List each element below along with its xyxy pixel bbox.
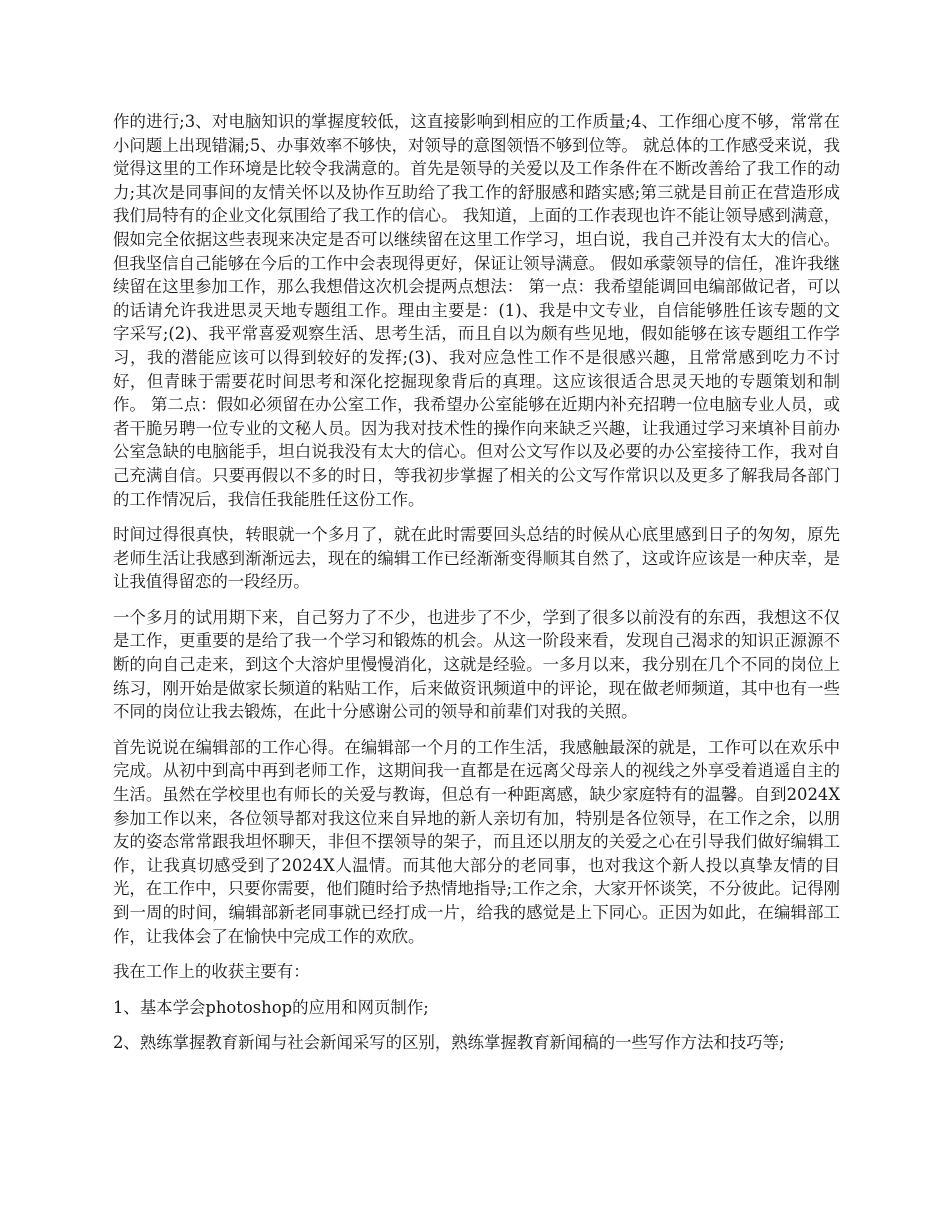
paragraph-gains-intro: 我在工作上的收获主要有： <box>113 962 310 982</box>
paragraph-time-flies: 时间过得很真快，转眼就一个多月了，就在此时需要回头总结的时候从心底里感到日子的匆匆，原先老师生活让我感到渐渐远去，现在的编辑工作已经渐渐变得顺其自然了，这或许应该是一种庆幸，是让我值得留恋的一段经历。 <box>113 525 840 592</box>
list-item-gain-1: 1、基本学会photoshop的应用和网页制作; <box>113 997 429 1017</box>
paragraph-probation: 一个多月的试用期下来，自己努力了不少，也进步了不少，学到了很多以前没有的东西，我想这不仅是工作，更重要的是给了我一个学习和锻炼的机会。从这一阶段来看，发现自己渴求的知识正源源不断的向自己走来，到这个大溶炉里慢慢消化，这就是经验。一多月以来，我分别在几个不同的岗位上练习，刚开始是做家长频道的粘贴工作，后来做资讯频道中的评论，现在做老师频道，其中也有一些不同的岗位让我去锻炼，在此十分感谢公司的领导和前辈们对我的关照。 <box>113 607 840 722</box>
paragraph-work-review: 作的进行;3、对电脑知识的掌握度较低，这直接影响到相应的工作质量;4、工作细心度不够，常常在小问题上出现错漏;5、办事效率不够快，对领导的意图领悟不够到位等。 就总体的工作感受来说，我觉得这里的工作环境是比较令我满意的。首先是领导的关爱以及工作条件在不断改善给了我工作的动力;其次是同事间的友情关怀以及协作互助给了我工作的舒服感和踏实感;第三就是目前正在营造形成我们局特有的企业文化氛围给了我工作的信心。 我知道，上面的工作表现也许不能让领导感到满意，假如完全依据这些表现来决定是否可以继续留在这里工作学习，坦白说，我自己并没有太大的信心。但我坚信自己能够在今后的工作中会表现得更好，保证让领导满意。 假如承蒙领导的信任，准许我继续留在这里参加工作，那么我想借这次机会提两点想法： 第一点：我希望能调回电编部做记者，可以的话请允许我进思灵天地专题组工作。理由主要是：(1)、我是中文专业，自信能够胜任该专题的文字采写;(2)、我平常喜爱观察生活、思考生活，而且自以为颇有些见地，假如能够在该专题组工作学习，我的潜能应该可以得到较好的发挥;(3)、我对应急性工作不是很感兴趣，且常常感到吃力不讨好，但青睐于需要花时间思考和深化挖掘现象背后的真理。这应该很适合思灵天地的专题策划和制作。 第二点：假如必须留在办公室工作，我希望办公室能够在近期内补充招聘一位电脑专业人员，或者干脆另聘一位专业的文秘人员。因为我对技术性的操作向来缺乏兴趣，让我通过学习来填补目前办公室急缺的电脑能手，坦白说我没有太大的信心。但对公文写作以及必要的办公室接待工作，我对自己充满自信。只要再假以不多的时日，等我初步掌握了相关的公文写作常识以及更多了解我局各部门的工作情况后，我信任我能胜任这份工作。 <box>113 112 840 509</box>
document-body <box>113 110 840 1067</box>
list-item-gain-2: 2、熟练掌握教育新闻与社会新闻采写的区别，熟练掌握教育新闻稿的一些写作方法和技巧等; <box>113 1033 785 1053</box>
paragraph-editorial-experience: 首先说说在编辑部的工作心得。在编辑部一个月的工作生活，我感触最深的就是，工作可以在欢乐中完成。从初中到高中再到老师工作，这期间我一直都是在远离父母亲人的视线之外享受着逍遥自主的生活。虽然在学校里也有师长的关爱与教诲，但总有一种距离感，缺少家庭特有的温馨。自到2024X参加工作以来，各位领导都对我这位来自异地的新人亲切有加，特别是各位领导，在工作之余，以朋友的姿态常常跟我坦怀聊天，非但不摆领导的架子，而且还以朋友的关爱之心在引导我们做好编辑工作，让我真切感受到了2024X人温情。而其他大部分的老同事，也对我这个新人投以真挚友情的目光，在工作中，只要你需要，他们随时给予热情地指导;工作之余，大家开怀谈笑，不分彼此。记得刚到一周的时间，编辑部新老同事就已经打成一片，给我的感觉是上下同心。正因为如此，在编辑部工作，让我体会了在愉快中完成工作的欢欣。 <box>113 737 840 946</box>
